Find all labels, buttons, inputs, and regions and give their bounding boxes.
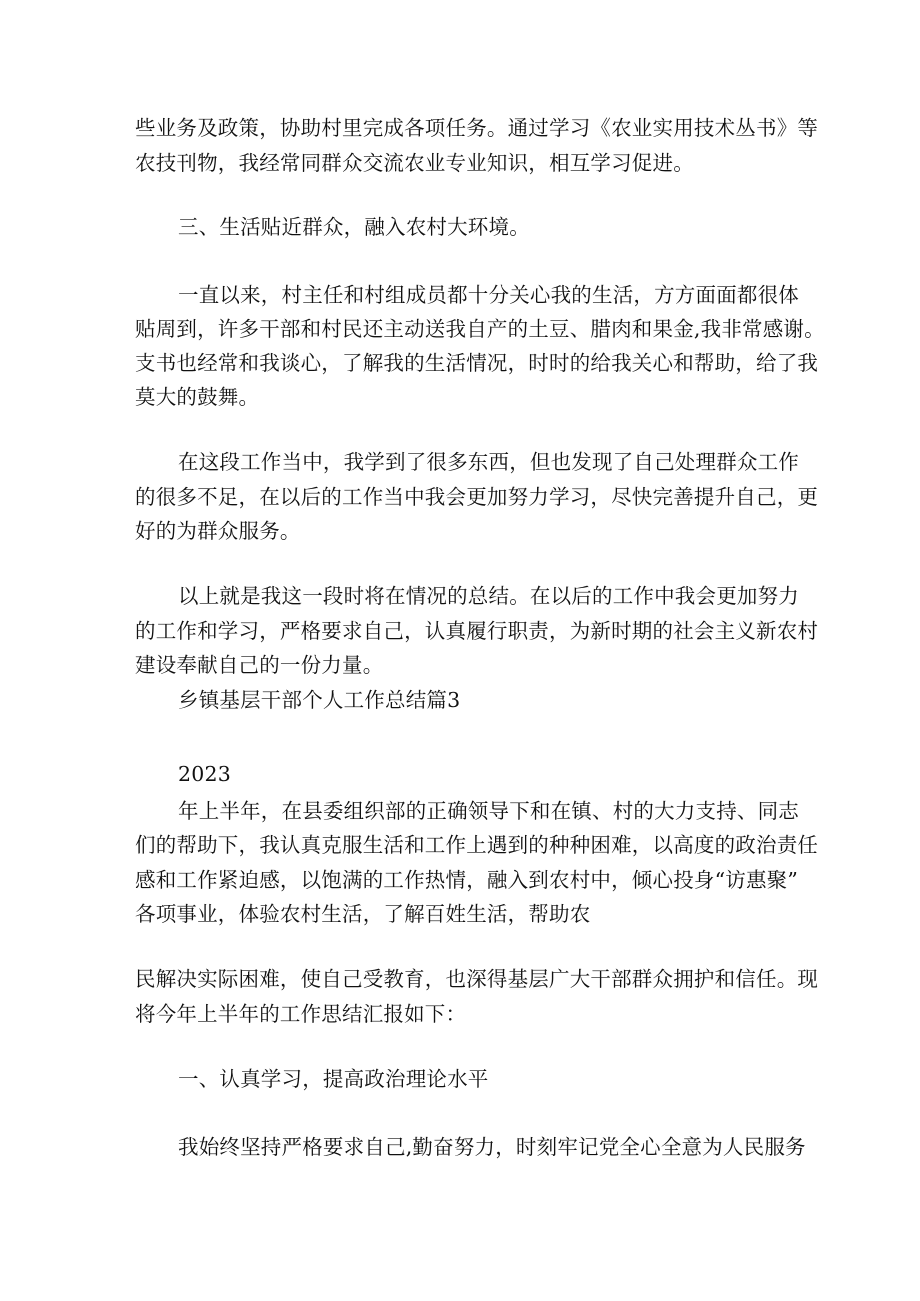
text-line: 些业务及政策，协助村里完成各项任务。通过学习《农业实用技术丛书》等 (135, 116, 819, 140)
text-line: 的工作和学习，严格要求自己，认真履行职责，为新时期的社会主义新农村 (135, 619, 819, 643)
text-line: 以上就是我这一段时将在情况的总结。在以后的工作中我会更加努力 (178, 584, 799, 608)
text-line: 各项事业，体验农村生活，了解百姓生活，帮助农 (135, 902, 591, 926)
text-line: 莫大的鼓舞。 (135, 385, 260, 409)
text-line: 好的为群众服务。 (135, 519, 301, 543)
year-label: 2023 (178, 762, 231, 786)
article-title: 乡镇基层干部个人工作总结篇3 (178, 688, 461, 712)
text-line: 我始终坚持严格要求自己,勤奋努力，时刻牢记党全心全意为人民服务 (178, 1135, 806, 1159)
text-line: 支书也经常和我谈心，了解我的生活情况，时时的给我关心和帮助，给了我 (135, 351, 819, 375)
text-line: 在这段工作当中，我学到了很多东西，但也发现了自己处理群众工作 (178, 450, 799, 474)
text-line: 农技刊物，我经常同群众交流农业专业知识，相互学习促进。 (135, 151, 694, 175)
section-heading: 三、生活贴近群众，融入农村大环境。 (178, 215, 530, 239)
text-line: 建设奉献自己的一份力量。 (135, 653, 384, 677)
text-line: 将今年上半年的工作思结汇报如下： (135, 1002, 467, 1026)
text-line: 一直以来，村主任和村组成员都十分关心我的生活，方方面面都很体 (178, 283, 799, 307)
text-line: 们的帮助下，我认真克服生活和工作上遇到的种种困难，以高度的政治责任 (135, 833, 819, 857)
text-line: 贴周到，许多干部和村民还主动送我自产的土豆、腊肉和果金,我非常感谢。 (135, 317, 825, 341)
text-line: 民解决实际困难，使自己受教育，也深得基层广大干部群众拥护和信任。现 (135, 967, 819, 991)
text-line: 的很多不足，在以后的工作当中我会更加努力学习，尽快完善提升自己，更 (135, 485, 819, 509)
text-line: 年上半年，在县委组织部的正确领导下和在镇、村的大力支持、同志 (178, 799, 799, 823)
text-line: 感和工作紧迫感，以饱满的工作热情，融入到农村中，倾心投身“访惠聚” (135, 868, 799, 892)
section-heading: 一、认真学习，提高政治理论水平 (178, 1067, 489, 1091)
